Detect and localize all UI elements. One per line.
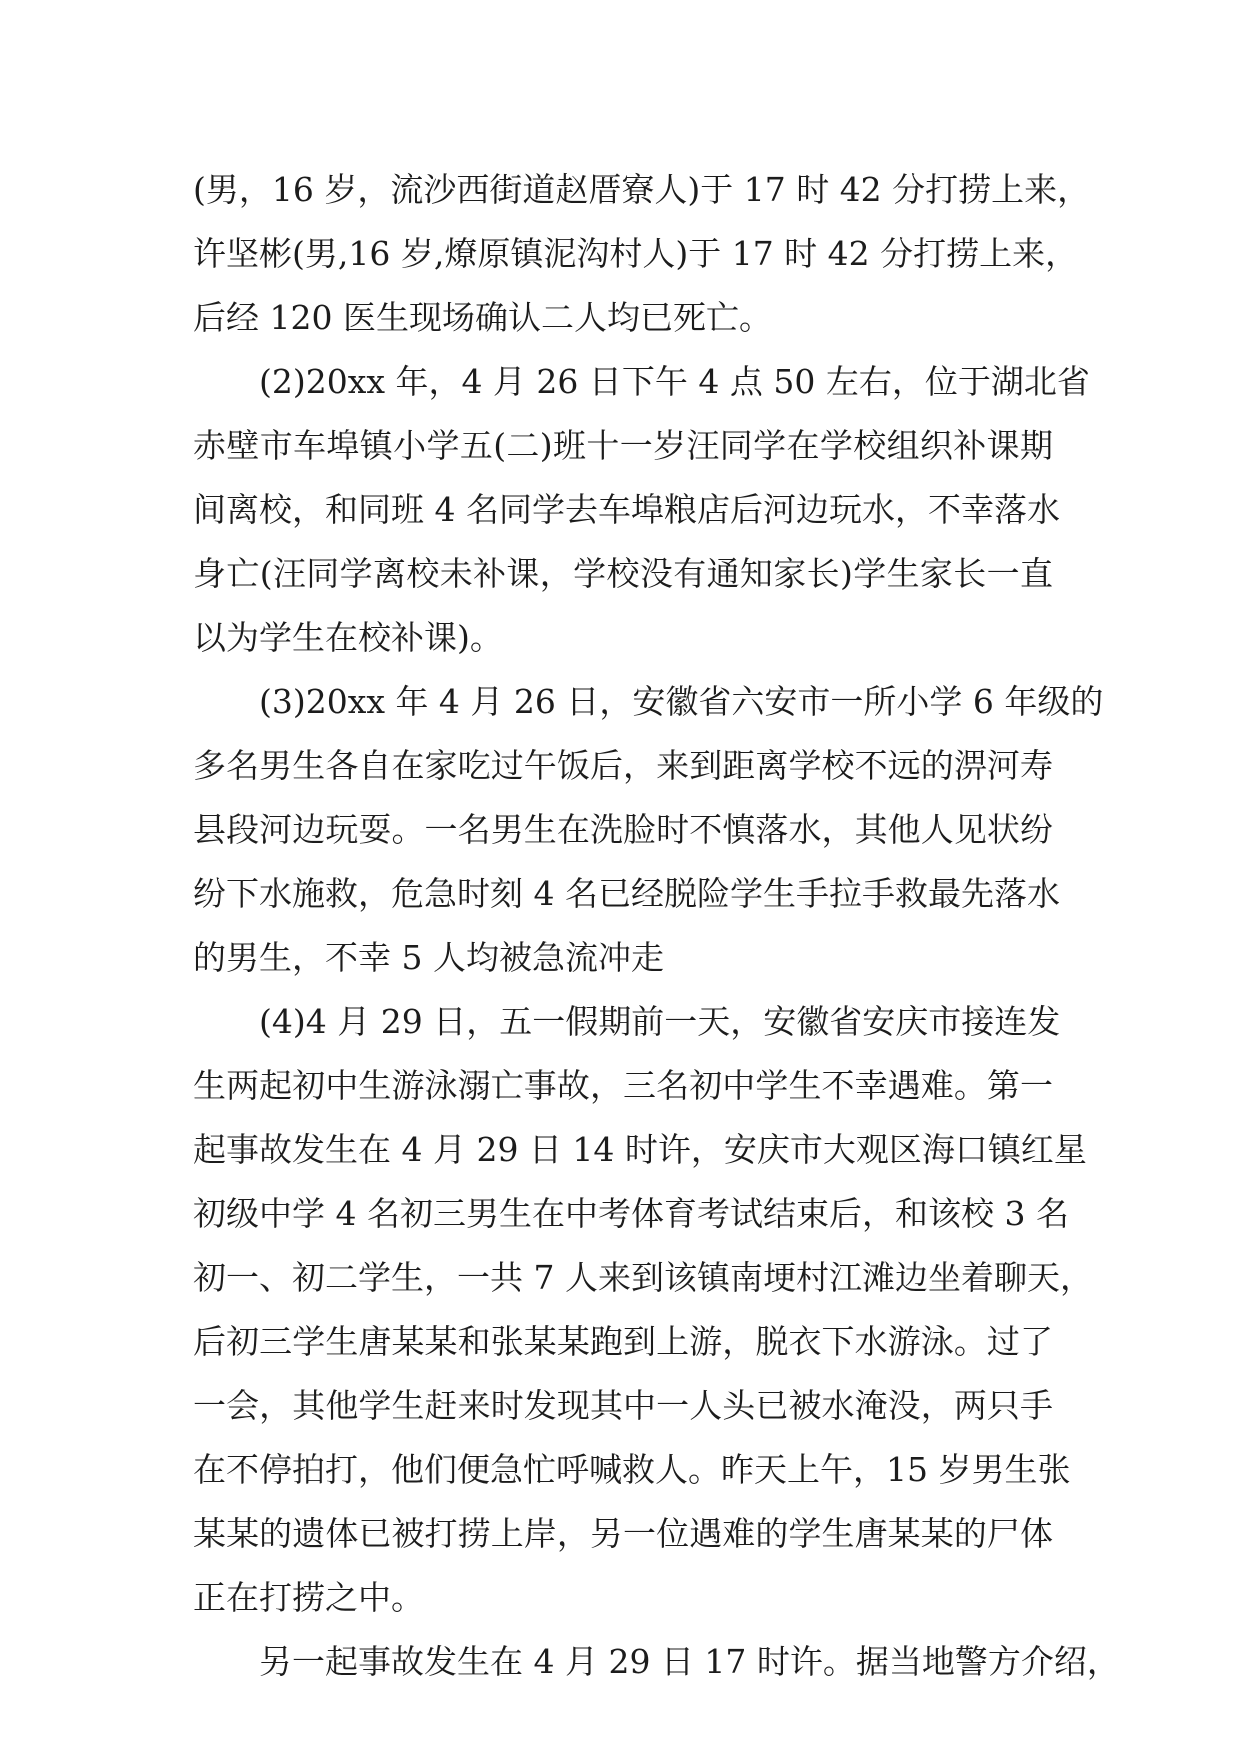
text-line: 正在打捞之中。 <box>193 1578 424 1617</box>
document-body <box>193 158 1120 1694</box>
paragraph-1 <box>193 158 1091 350</box>
text-line: 多名男生各自在家吃过午饭后，来到距离学校不远的淠河寿 <box>193 746 1053 785</box>
paragraph-4 <box>193 990 1093 1630</box>
text-line: 纷下水施救，危急时刻 4 名已经脱险学生手拉手救最先落水 <box>193 874 1060 913</box>
text-line: 后经 120 医生现场确认二人均已死亡。 <box>193 298 772 337</box>
text-line: 县段河边玩耍。一名男生在洗脸时不慎落水，其他人见状纷 <box>193 810 1053 849</box>
text-line: 间离校，和同班 4 名同学去车埠粮店后河边玩水，不幸落水 <box>193 490 1060 529</box>
text-line: 许坚彬(男,16 岁,燎原镇泥沟村人)于 17 时 42 分打捞上来， <box>193 234 1079 273</box>
text-line: (男，16 岁，流沙西街道赵厝寮人)于 17 时 42 分打捞上来， <box>193 170 1091 209</box>
text-line: 以为学生在校补课)。 <box>193 618 503 657</box>
paragraph-3 <box>193 670 1104 990</box>
text-line: 赤壁市车埠镇小学五(二)班十一岁汪同学在学校组织补课期 <box>193 426 1053 465</box>
text-line: 某某的遗体已被打捞上岸，另一位遇难的学生唐某某的尸体 <box>193 1514 1053 1553</box>
text-line: 一会，其他学生赶来时发现其中一人头已被水淹没，两只手 <box>193 1386 1053 1425</box>
text-line: (3)20xx 年 4 月 26 日，安徽省六安市一所小学 6 年级的 <box>259 682 1104 721</box>
text-line: (4)4 月 29 日，五一假期前一天，安徽省安庆市接连发 <box>259 1002 1061 1041</box>
text-line: 初一、初二学生，一共 7 人来到该镇南埂村江滩边坐着聊天， <box>193 1258 1093 1297</box>
paragraph-5 <box>193 1630 1120 1694</box>
text-line: 身亡(汪同学离校未补课，学校没有通知家长)学生家长一直 <box>193 554 1053 593</box>
text-line: 的男生，不幸 5 人均被急流冲走 <box>193 938 664 977</box>
text-line: 起事故发生在 4 月 29 日 14 时许，安庆市大观区海口镇红星 <box>193 1130 1087 1169</box>
text-line: 生两起初中生游泳溺亡事故，三名初中学生不幸遇难。第一 <box>193 1066 1053 1105</box>
text-line: 在不停拍打，他们便急忙呼喊救人。昨天上午，15 岁男生张 <box>193 1450 1071 1489</box>
paragraph-2 <box>193 350 1090 670</box>
text-line: 初级中学 4 名初三男生在中考体育考试结束后，和该校 3 名 <box>193 1194 1069 1233</box>
text-line: (2)20xx 年，4 月 26 日下午 4 点 50 左右，位于湖北省 <box>259 362 1090 401</box>
text-line: 另一起事故发生在 4 月 29 日 17 时许。据当地警方介绍， <box>259 1642 1120 1681</box>
text-line: 后初三学生唐某某和张某某跑到上游，脱衣下水游泳。过了 <box>193 1322 1053 1361</box>
